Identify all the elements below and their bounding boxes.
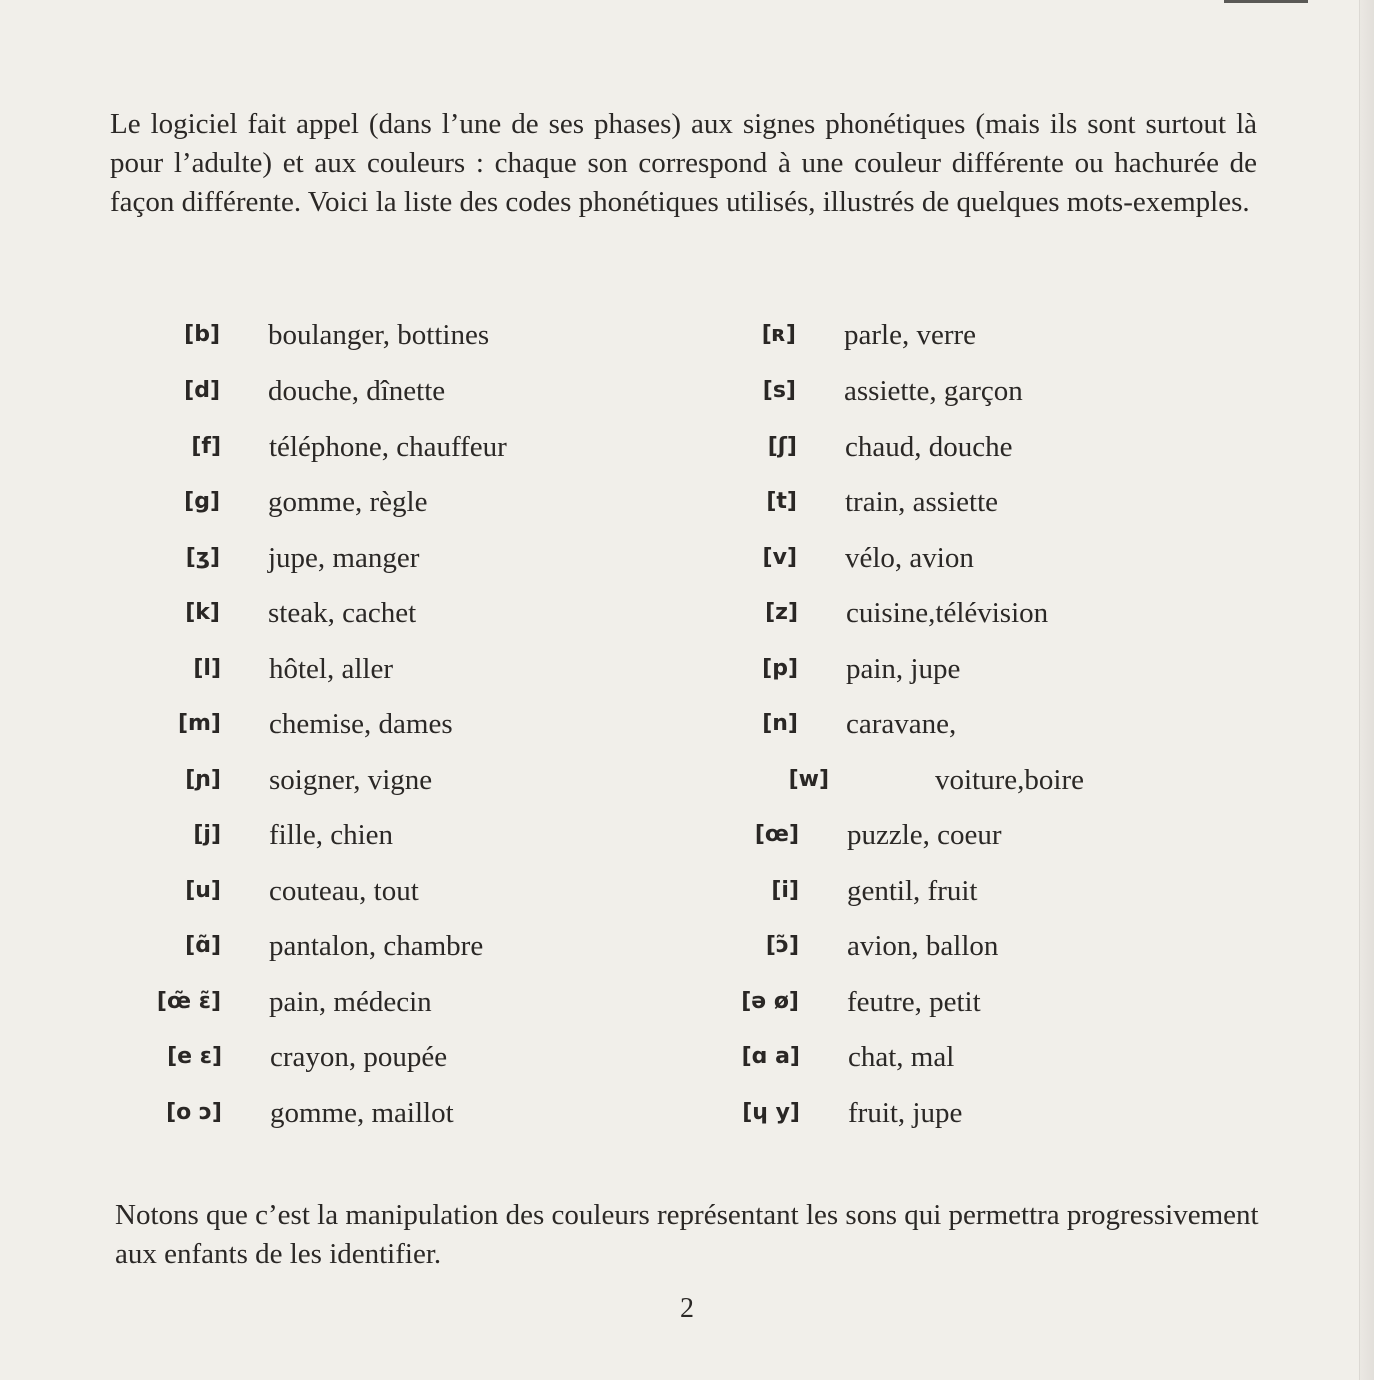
phonetic-code: [n] xyxy=(762,711,798,736)
example-words: jupe, manger xyxy=(268,542,420,574)
phonetic-code: [u] xyxy=(185,878,221,903)
example-words: fruit, jupe xyxy=(848,1097,963,1129)
phonetic-code: [w] xyxy=(788,767,829,792)
example-words: fille, chien xyxy=(269,819,394,851)
example-words: boulanger, bottines xyxy=(268,319,490,351)
phonetic-code: [t] xyxy=(766,489,797,514)
example-words: pain, médecin xyxy=(269,986,432,1018)
phonetic-code: [l] xyxy=(193,656,221,681)
phonetic-code: [ʃ] xyxy=(767,434,797,459)
example-words: chat, mal xyxy=(848,1041,955,1073)
example-words: caravane, xyxy=(846,708,957,740)
phonetic-code: [s] xyxy=(762,378,796,403)
example-words: avion, ballon xyxy=(847,930,999,962)
top-edge-mark xyxy=(1224,0,1308,3)
phonetic-code: [ɔ̃] xyxy=(765,933,799,958)
phonetic-code: [j] xyxy=(193,822,221,847)
phonetic-code: [ʀ] xyxy=(761,322,796,347)
example-words: feutre, petit xyxy=(847,986,981,1018)
phonetic-code: [k] xyxy=(185,600,220,625)
example-words: pantalon, chambre xyxy=(269,930,484,962)
phonetic-code: [ɲ] xyxy=(185,767,221,792)
phonetic-code: [b] xyxy=(184,322,220,347)
example-words: pain, jupe xyxy=(846,653,961,685)
phonetic-code: [œ̃ ɛ̃] xyxy=(156,989,221,1014)
example-words: téléphone, chauffeur xyxy=(269,431,507,463)
phonetic-code: [e ɛ] xyxy=(167,1044,222,1069)
example-words: gomme, règle xyxy=(268,486,428,518)
phonetic-code: [v] xyxy=(762,545,797,570)
phonetic-code: [d] xyxy=(184,378,220,403)
phonetic-code: [ɥ y] xyxy=(742,1100,800,1125)
example-words: steak, cachet xyxy=(268,597,417,629)
phonetic-code: [m] xyxy=(177,711,221,736)
closing-paragraph: Notons que c’est la manipulation des couleurs représentant les sons qui permettra progressivement aux enfants de les identifier. xyxy=(115,1199,1259,1270)
page-edge-shadow xyxy=(1359,0,1374,1380)
phonetic-code: [p] xyxy=(762,656,798,681)
phonetic-code: [f] xyxy=(191,434,221,459)
intro-paragraph: Le logiciel fait appel (dans l’une de ses phases) aux signes phonétiques (mais ils sont surtout là pour l’adulte) et aux couleurs : chaque son correspond à une couleur différente ou hachurée de façon différente. Voici la liste des codes phonétiques utilisés, illustrés de quelques mots-exemples. xyxy=(110,108,1257,218)
phonetic-code: [z] xyxy=(765,600,798,625)
phonetic-code: [ɑ̃] xyxy=(185,933,221,958)
example-words: couteau, tout xyxy=(269,875,419,907)
example-words: douche, dînette xyxy=(268,375,446,407)
phonetic-code: [i] xyxy=(771,878,799,903)
phonetic-code: [o ɔ] xyxy=(166,1100,222,1125)
example-words: crayon, poupée xyxy=(270,1041,448,1073)
example-words: puzzle, coeur xyxy=(847,819,1002,851)
example-words: gomme, maillot xyxy=(270,1097,454,1129)
example-words: assiette, garçon xyxy=(844,375,1023,407)
example-words: chemise, dames xyxy=(269,708,453,740)
phonetic-code: [g] xyxy=(184,489,220,514)
page-number: 2 xyxy=(680,1293,694,1324)
example-words: parle, verre xyxy=(844,319,977,351)
example-words: train, assiette xyxy=(845,486,999,518)
phonetic-code: [ə ø] xyxy=(741,989,799,1014)
phonetic-code: [ɑ a] xyxy=(741,1044,800,1069)
example-words: vélo, avion xyxy=(845,542,974,574)
phonetic-code: [œ] xyxy=(754,822,799,847)
example-words: cuisine,télévision xyxy=(846,597,1049,629)
example-words: gentil, fruit xyxy=(847,875,978,907)
example-words: hôtel, aller xyxy=(269,653,394,685)
example-words: voiture,boire xyxy=(935,764,1084,796)
example-words: soigner, vigne xyxy=(269,764,433,796)
phonetic-code: [ʒ] xyxy=(185,545,220,570)
example-words: chaud, douche xyxy=(845,431,1013,463)
